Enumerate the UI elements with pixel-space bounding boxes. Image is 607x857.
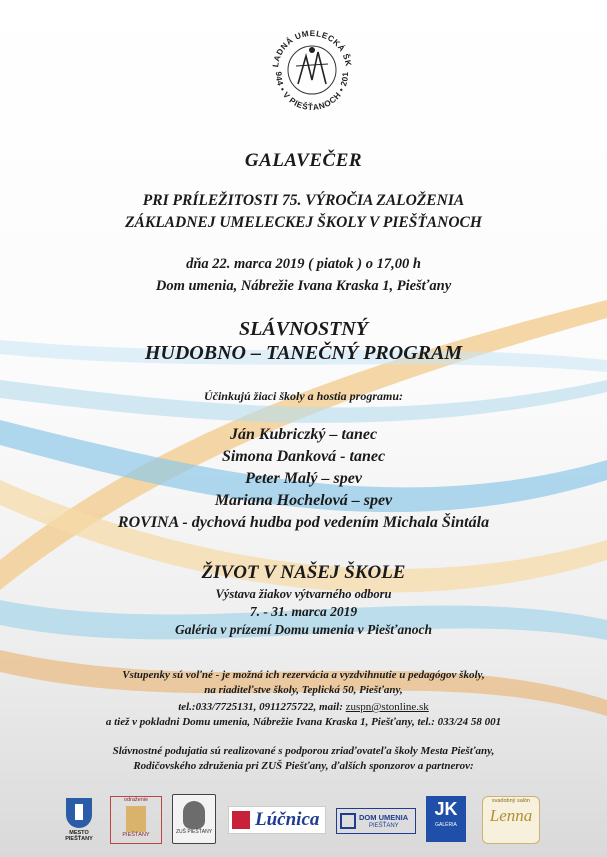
tickets-line-2: na riaditeľstve školy, Teplická 50, Piešťany, — [204, 684, 403, 696]
dom-umenia-text: DOM UMENIA — [359, 813, 409, 822]
sponsors-line-2: Rodičovského združenia pri ZUŠ Piešťany, ďalších sponzorov a partnerov: — [133, 760, 474, 772]
jk-galeria-logo — [426, 796, 466, 842]
partner-logos — [0, 792, 607, 852]
odrazenie-caption: odraženie — [123, 797, 149, 803]
performer: Mariana Hochelová – spev — [214, 492, 393, 509]
lenna-text: Lenna — [489, 806, 533, 825]
exhibition-place: Galéria v prízemí Domu umenia v Piešťanoch — [175, 622, 432, 637]
logo-arc-text: LADNÁ UMELECKÁ ŠK — [271, 28, 353, 68]
jk-sub: GALÉRIA — [435, 822, 457, 828]
odrazenie-sub: PIEŠŤANY — [122, 832, 150, 838]
program-intro: Účinkujú žiaci školy a hostia programu: — [203, 389, 404, 403]
lucnica-mark-icon — [232, 811, 250, 829]
portrait-caption: ZUŠ PIEŠŤANY — [175, 829, 213, 835]
logo-bottom-text: 944 • V PIEŠŤANOCH • 201 — [273, 71, 351, 113]
performer: Ján Kubriczký – tanec — [229, 426, 378, 443]
exhibition-subtitle: Výstava žiakov výtvarného odboru — [215, 587, 392, 601]
event-subtitle-1: PRI PRÍLEŽITOSTI 75. VÝROČIA ZALOŽENIA — [142, 192, 465, 209]
sponsors-line-1: Slávnostné podujatia sú realizované s podporou zriaďovateľa školy Mesta Piešťany, — [112, 745, 495, 757]
program-title-2: HUDOBNO – TANEČNÝ PROGRAM — [144, 342, 463, 364]
city-shield-icon — [66, 798, 92, 828]
event-title: GALAVEČER — [244, 150, 363, 171]
dom-umenia-mark-icon — [340, 813, 356, 829]
lucnica-logo — [228, 806, 326, 834]
odrazenie-graphic-icon — [126, 806, 146, 832]
performer: Simona Danková - tanec — [221, 448, 386, 465]
jk-text: JK — [434, 799, 458, 819]
dom-umenia-sub: PIEŠŤANY — [369, 823, 399, 829]
lenna-logo — [482, 796, 540, 844]
tickets-line-4: a tiež v pokladni Domu umenia, Nábrežie Ivana Kraska 1, Piešťany, tel.: 033/24 58 001 — [105, 716, 502, 728]
lucnica-text: Lúčnica — [255, 809, 320, 830]
event-venue: Dom umenia, Nábrežie Ivana Kraska 1, Piešťany — [155, 278, 452, 294]
school-logo — [262, 20, 362, 120]
performer: Peter Malý – spev — [245, 470, 362, 487]
exhibition-title: ŽIVOT V NAŠEJ ŠKOLE — [201, 562, 406, 583]
program-title-1: SLÁVNOSTNÝ — [239, 318, 368, 340]
tickets-line-1: Vstupenky sú voľné - je možná ich rezervácia a vyzdvihnutie u pedagógov školy, — [122, 669, 485, 681]
event-subtitle-2: ZÁKLADNEJ UMELECKEJ ŠKOLY V PIEŠŤANOCH — [125, 214, 482, 231]
tickets-phone: tel.:033/7725131, 0911275722, mail: — [178, 701, 346, 713]
lenna-top: svadobný salón — [491, 798, 531, 804]
odrazenie-logo — [110, 796, 162, 844]
tickets-contact — [0, 701, 607, 713]
portrait-logo — [172, 794, 216, 844]
mesto-caption: MESTO PIEŠŤANY — [65, 830, 93, 842]
performer: ROVINA - dychová hudba pod vedením Michala Šintála — [117, 514, 490, 531]
exhibition-dates: 7. - 31. marca 2019 — [249, 604, 358, 619]
dom-umenia-logo — [336, 808, 416, 834]
email-link[interactable]: zuspn@stonline.sk — [345, 701, 429, 713]
event-date: dňa 22. marca 2019 ( piatok ) o 17,00 h — [186, 256, 421, 272]
mesto-piestany-logo — [62, 798, 96, 844]
portrait-icon — [183, 801, 205, 829]
